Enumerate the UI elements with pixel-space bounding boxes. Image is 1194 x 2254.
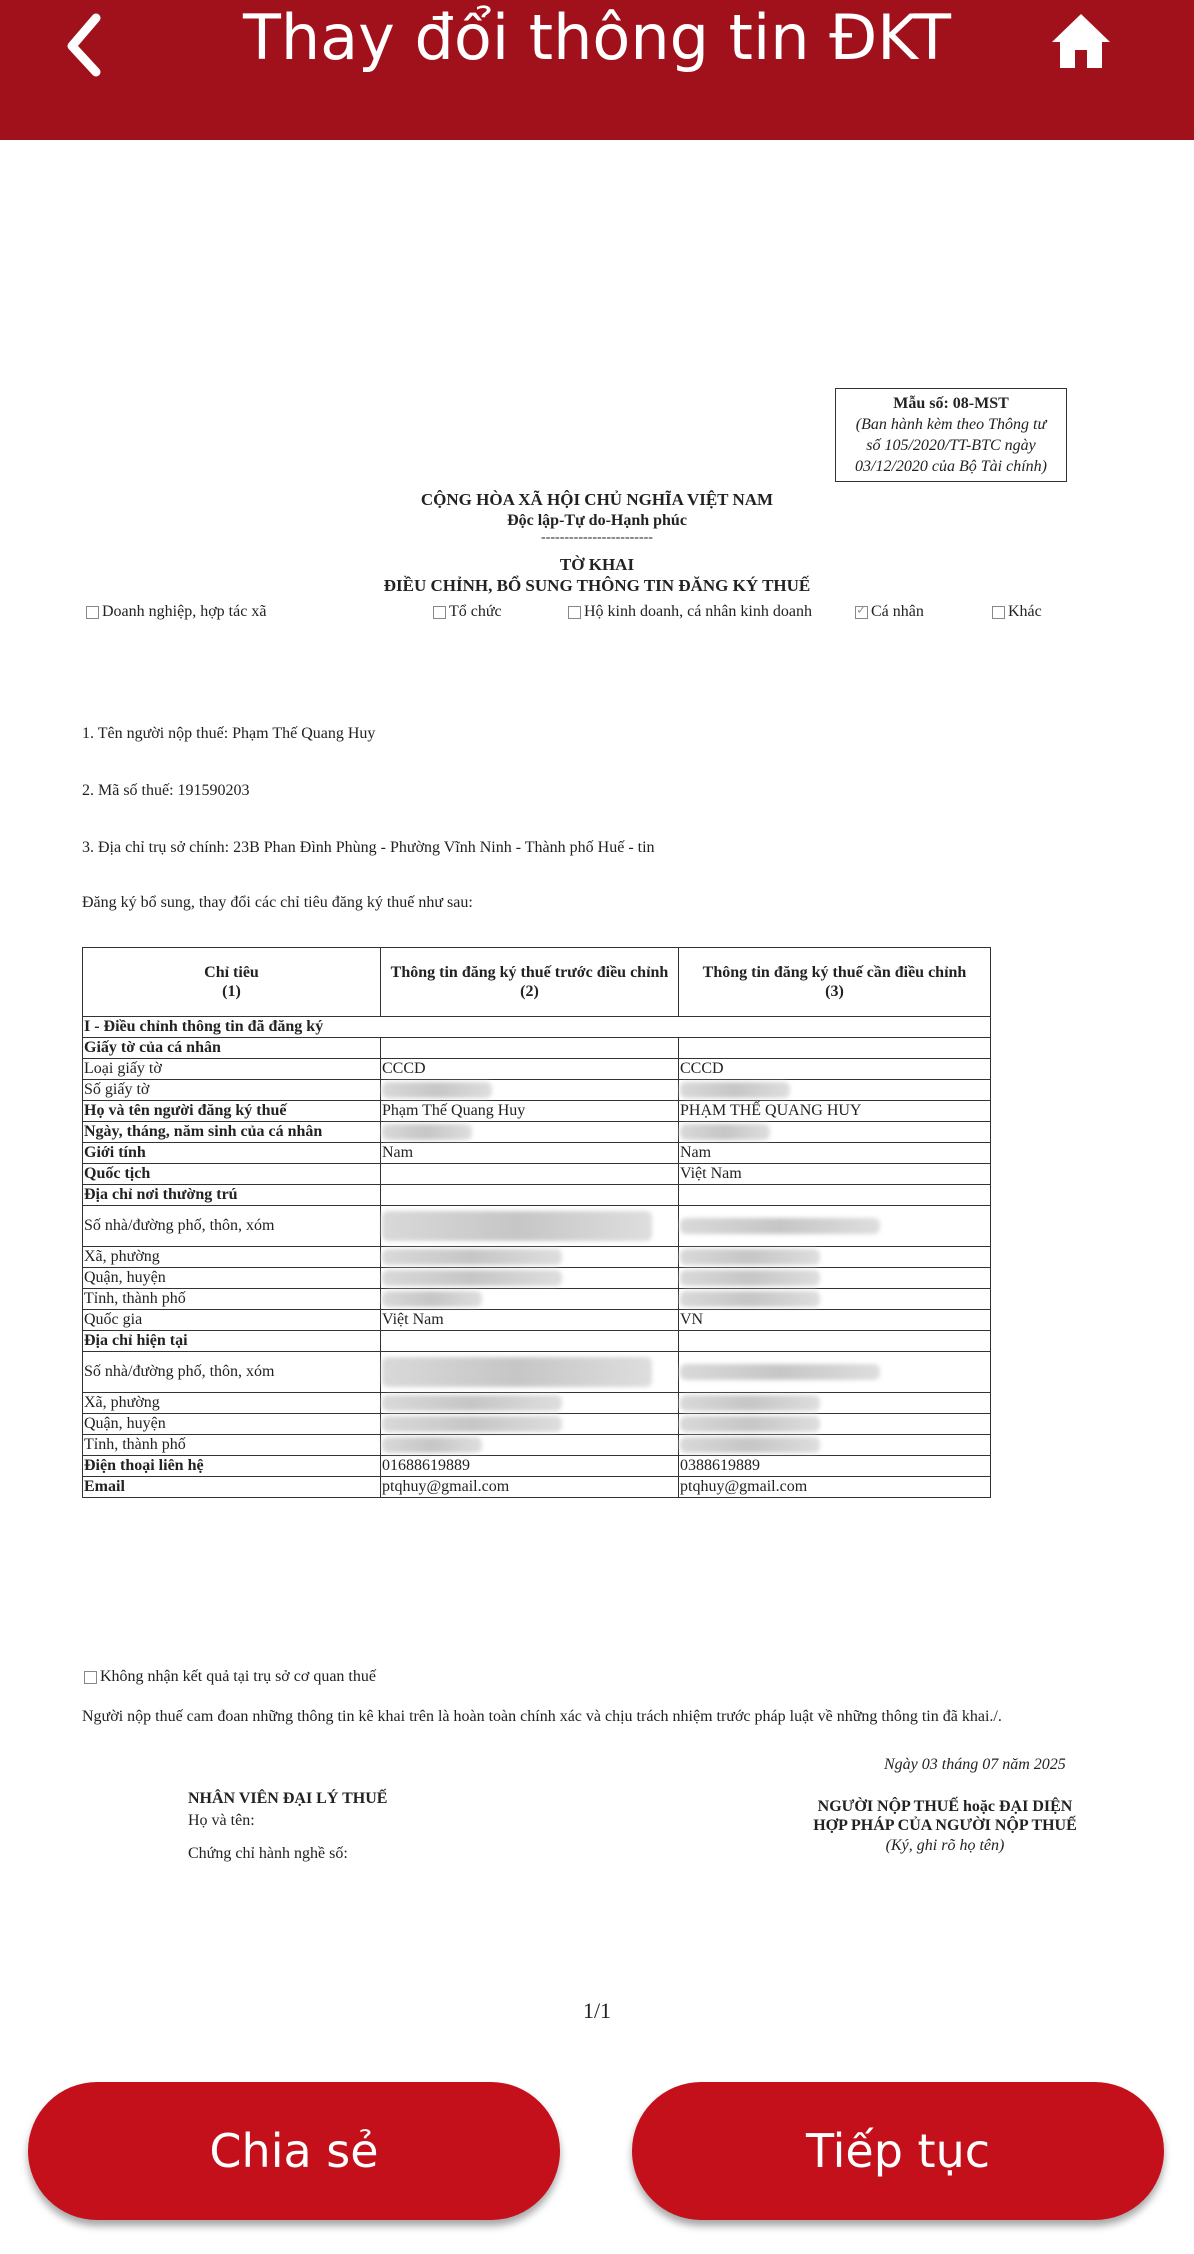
- agent-name: Họ và tên:: [188, 1812, 255, 1829]
- col-header: Thông tin đăng ký thuế trước điều chỉnh: [390, 964, 669, 981]
- table-row: [83, 1247, 991, 1268]
- redacted-value: [680, 1270, 820, 1286]
- continue-button[interactable]: Tiếp tục: [632, 2082, 1164, 2220]
- doc-title: TỜ KHAI: [559, 555, 635, 574]
- col-number: (3): [825, 983, 844, 1000]
- checkbox-icon: [86, 606, 99, 619]
- row-label: Xã, phường: [83, 1247, 381, 1268]
- row-label: Số giấy tờ: [83, 1080, 381, 1101]
- table-row: [83, 1059, 991, 1080]
- table-row: [83, 1393, 991, 1414]
- taxpayer-type-checkboxes: [0, 603, 1194, 625]
- cell: CCCD: [381, 1059, 679, 1080]
- table-row: [83, 1268, 991, 1289]
- cell: [679, 1289, 991, 1310]
- page-title: Thay đổi thông tin ĐKT: [243, 1, 951, 74]
- date-line: Ngày 03 tháng 07 năm 2025: [884, 1756, 1066, 1773]
- cell: [679, 1185, 991, 1206]
- form-note-line: (Ban hành kèm theo Thông tư: [855, 416, 1047, 433]
- cell: [381, 1414, 679, 1435]
- checkbox-checked-icon: [855, 606, 868, 619]
- cell: [679, 1247, 991, 1268]
- cell: [381, 1122, 679, 1143]
- col-header: Thông tin đăng ký thuế cần điều chỉnh: [702, 964, 967, 981]
- cell: [679, 1435, 991, 1456]
- cell: CCCD: [679, 1059, 991, 1080]
- home-icon[interactable]: [1050, 12, 1112, 70]
- redacted-value: [680, 1437, 820, 1453]
- cell: Phạm Thế Quang Huy: [381, 1101, 679, 1122]
- page-indicator: 1/1: [582, 1998, 612, 2023]
- redacted-value: [382, 1395, 562, 1411]
- redacted-value: [680, 1395, 820, 1411]
- cell: Việt Nam: [679, 1164, 991, 1185]
- row-label: Quốc tịch: [83, 1164, 381, 1185]
- form-note-line: 03/12/2020 của Bộ Tài chính): [855, 458, 1047, 475]
- redacted-value: [680, 1364, 880, 1380]
- checkbox-label: Tổ chức: [449, 603, 502, 620]
- table-row: [83, 1435, 991, 1456]
- cell: Nam: [381, 1143, 679, 1164]
- separator: ------------------------: [541, 530, 653, 545]
- col-header: Chỉ tiêu: [204, 964, 259, 981]
- signer-line1: NGƯỜI NỘP THUẾ hoặc ĐẠI DIỆN: [817, 1798, 1073, 1815]
- registration-table: [82, 947, 991, 1498]
- cell: 0388619889: [679, 1456, 991, 1477]
- row-label: Số nhà/đường phố, thôn, xóm: [83, 1206, 381, 1247]
- checkbox-organization[interactable]: [433, 603, 502, 621]
- checkbox-label: Khác: [1008, 603, 1042, 620]
- table-row: [83, 1017, 991, 1038]
- row-label: Quận, huyện: [83, 1414, 381, 1435]
- redacted-value: [382, 1249, 562, 1265]
- cell: PHẠM THẾ QUANG HUY: [679, 1101, 991, 1122]
- cell: [679, 1122, 991, 1143]
- cell: VN: [679, 1310, 991, 1331]
- cell: [381, 1352, 679, 1393]
- head-office-address: 3. Địa chỉ trụ sở chính: 23B Phan Đình Phùng - Phường Vĩnh Ninh - Thành phố Huế - tin: [82, 839, 655, 856]
- table-row: [83, 1143, 991, 1164]
- row-label: Xã, phường: [83, 1393, 381, 1414]
- cell: [679, 1206, 991, 1247]
- cell: [679, 1393, 991, 1414]
- motto: Độc lập-Tự do-Hạnh phúc: [507, 512, 687, 529]
- document-preview[interactable]: [0, 140, 1194, 2040]
- cell: ptqhuy@gmail.com: [679, 1477, 991, 1498]
- form-note-line: số 105/2020/TT-BTC ngày: [866, 437, 1036, 454]
- taxpayer-name: 1. Tên người nộp thuế: Phạm Thế Quang Huy: [82, 725, 376, 742]
- checkbox-icon: [568, 606, 581, 619]
- row-label: Số nhà/đường phố, thôn, xóm: [83, 1352, 381, 1393]
- row-label: Điện thoại liên hệ: [83, 1456, 381, 1477]
- table-row: [83, 1331, 991, 1352]
- form-number-box: [835, 388, 1067, 482]
- section-title: I - Điều chỉnh thông tin đã đăng ký: [83, 1017, 991, 1038]
- signer-line2: HỢP PHÁP CỦA NGƯỜI NỘP THUẾ: [813, 1817, 1077, 1834]
- checkbox-icon: [992, 606, 1005, 619]
- col-number: (1): [222, 983, 241, 1000]
- redacted-value: [382, 1082, 492, 1098]
- row-label: Giới tính: [83, 1143, 381, 1164]
- checkbox-other[interactable]: [992, 603, 1042, 621]
- redacted-value: [680, 1218, 880, 1234]
- table-row: [83, 1414, 991, 1435]
- checkbox-enterprise[interactable]: [86, 603, 266, 621]
- cell: [679, 1268, 991, 1289]
- redacted-value: [382, 1124, 472, 1140]
- checkbox-icon: [84, 1671, 97, 1684]
- doc-subtitle: ĐIỀU CHỈNH, BỔ SUNG THÔNG TIN ĐĂNG KÝ THUẾ: [383, 576, 811, 595]
- checkbox-household-business[interactable]: [568, 603, 812, 621]
- cell: [381, 1080, 679, 1101]
- form-number: Mẫu số: 08-MST: [893, 395, 1009, 412]
- redacted-value: [382, 1211, 652, 1241]
- table-row: [83, 1185, 991, 1206]
- redacted-value: [680, 1291, 820, 1307]
- table-header: [83, 948, 381, 1017]
- redacted-value: [680, 1082, 790, 1098]
- cell: [381, 1268, 679, 1289]
- table-row: [83, 1310, 991, 1331]
- row-label: Giấy tờ của cá nhân: [83, 1038, 381, 1059]
- row-label: Tỉnh, thành phố: [83, 1289, 381, 1310]
- table-header-row: [83, 948, 991, 1017]
- row-label: Địa chỉ hiện tại: [83, 1331, 381, 1352]
- cell: Việt Nam: [381, 1310, 679, 1331]
- row-label: Tỉnh, thành phố: [83, 1435, 381, 1456]
- checkbox-icon: [433, 606, 446, 619]
- cell: [679, 1331, 991, 1352]
- checkbox-label: Doanh nghiệp, hợp tác xã: [102, 603, 267, 620]
- redacted-value: [680, 1249, 820, 1265]
- cell: [381, 1038, 679, 1059]
- table-header: [381, 948, 679, 1017]
- tax-code: 2. Mã số thuế: 191590203: [82, 782, 250, 799]
- col-number: (2): [520, 983, 539, 1000]
- row-label: Quốc gia: [83, 1310, 381, 1331]
- table-row: [83, 1101, 991, 1122]
- cell: [381, 1206, 679, 1247]
- row-label: Ngày, tháng, năm sinh của cá nhân: [83, 1122, 381, 1143]
- cell: [381, 1331, 679, 1352]
- checkbox-label: Không nhận kết quả tại trụ sở cơ quan thuế: [100, 1668, 376, 1685]
- table-row: [83, 1477, 991, 1498]
- table-header: [679, 948, 991, 1017]
- checkbox-no-result[interactable]: [84, 1668, 376, 1686]
- row-label: Loại giấy tờ: [83, 1059, 381, 1080]
- intro-text: Đăng ký bổ sung, thay đổi các chỉ tiêu đăng ký thuế như sau:: [82, 894, 473, 911]
- row-label: Email: [83, 1477, 381, 1498]
- app-header: [0, 0, 1194, 140]
- cell: [679, 1414, 991, 1435]
- table-row: [83, 1164, 991, 1185]
- agent-title: NHÂN VIÊN ĐẠI LÝ THUẾ: [188, 1790, 388, 1807]
- cell: [679, 1080, 991, 1101]
- checkbox-label: Hộ kinh doanh, cá nhân kinh doanh: [584, 603, 812, 620]
- cell: Nam: [679, 1143, 991, 1164]
- redacted-value: [382, 1270, 562, 1286]
- redacted-value: [680, 1124, 770, 1140]
- signer-line3: (Ký, ghi rõ họ tên): [885, 1837, 1005, 1854]
- share-button[interactable]: Chia sẻ: [28, 2082, 560, 2220]
- redacted-value: [382, 1416, 562, 1432]
- checkbox-individual[interactable]: [855, 603, 924, 621]
- cell: [381, 1435, 679, 1456]
- redacted-value: [382, 1357, 652, 1387]
- cell: 01688619889: [381, 1456, 679, 1477]
- table-row: [83, 1352, 991, 1393]
- redacted-value: [382, 1291, 482, 1307]
- cell: ptqhuy@gmail.com: [381, 1477, 679, 1498]
- commitment-text: Người nộp thuế cam đoan những thông tin kê khai trên là hoàn toàn chính xác và chịu trách nhiệm trước pháp luật về những thông tin đã khai./.: [82, 1708, 1002, 1725]
- republic-heading: CỘNG HÒA XÃ HỘI CHỦ NGHĨA VIỆT NAM: [420, 490, 774, 509]
- cell: [381, 1247, 679, 1268]
- cell: [381, 1185, 679, 1206]
- cell: [679, 1038, 991, 1059]
- row-label: Quận, huyện: [83, 1268, 381, 1289]
- cell: [381, 1164, 679, 1185]
- row-label: Địa chỉ nơi thường trú: [83, 1185, 381, 1206]
- redacted-value: [382, 1437, 482, 1453]
- table-row: [83, 1122, 991, 1143]
- cell: [679, 1352, 991, 1393]
- agent-cert: Chứng chỉ hành nghề số:: [188, 1845, 348, 1862]
- table-row: [83, 1080, 991, 1101]
- table-row: [83, 1289, 991, 1310]
- redacted-value: [680, 1416, 820, 1432]
- table-row: [83, 1206, 991, 1247]
- row-label: Họ và tên người đăng ký thuế: [83, 1101, 381, 1122]
- checkbox-label: Cá nhân: [871, 603, 924, 620]
- cell: [381, 1289, 679, 1310]
- table-row: [83, 1456, 991, 1477]
- table-row: [83, 1038, 991, 1059]
- cell: [381, 1393, 679, 1414]
